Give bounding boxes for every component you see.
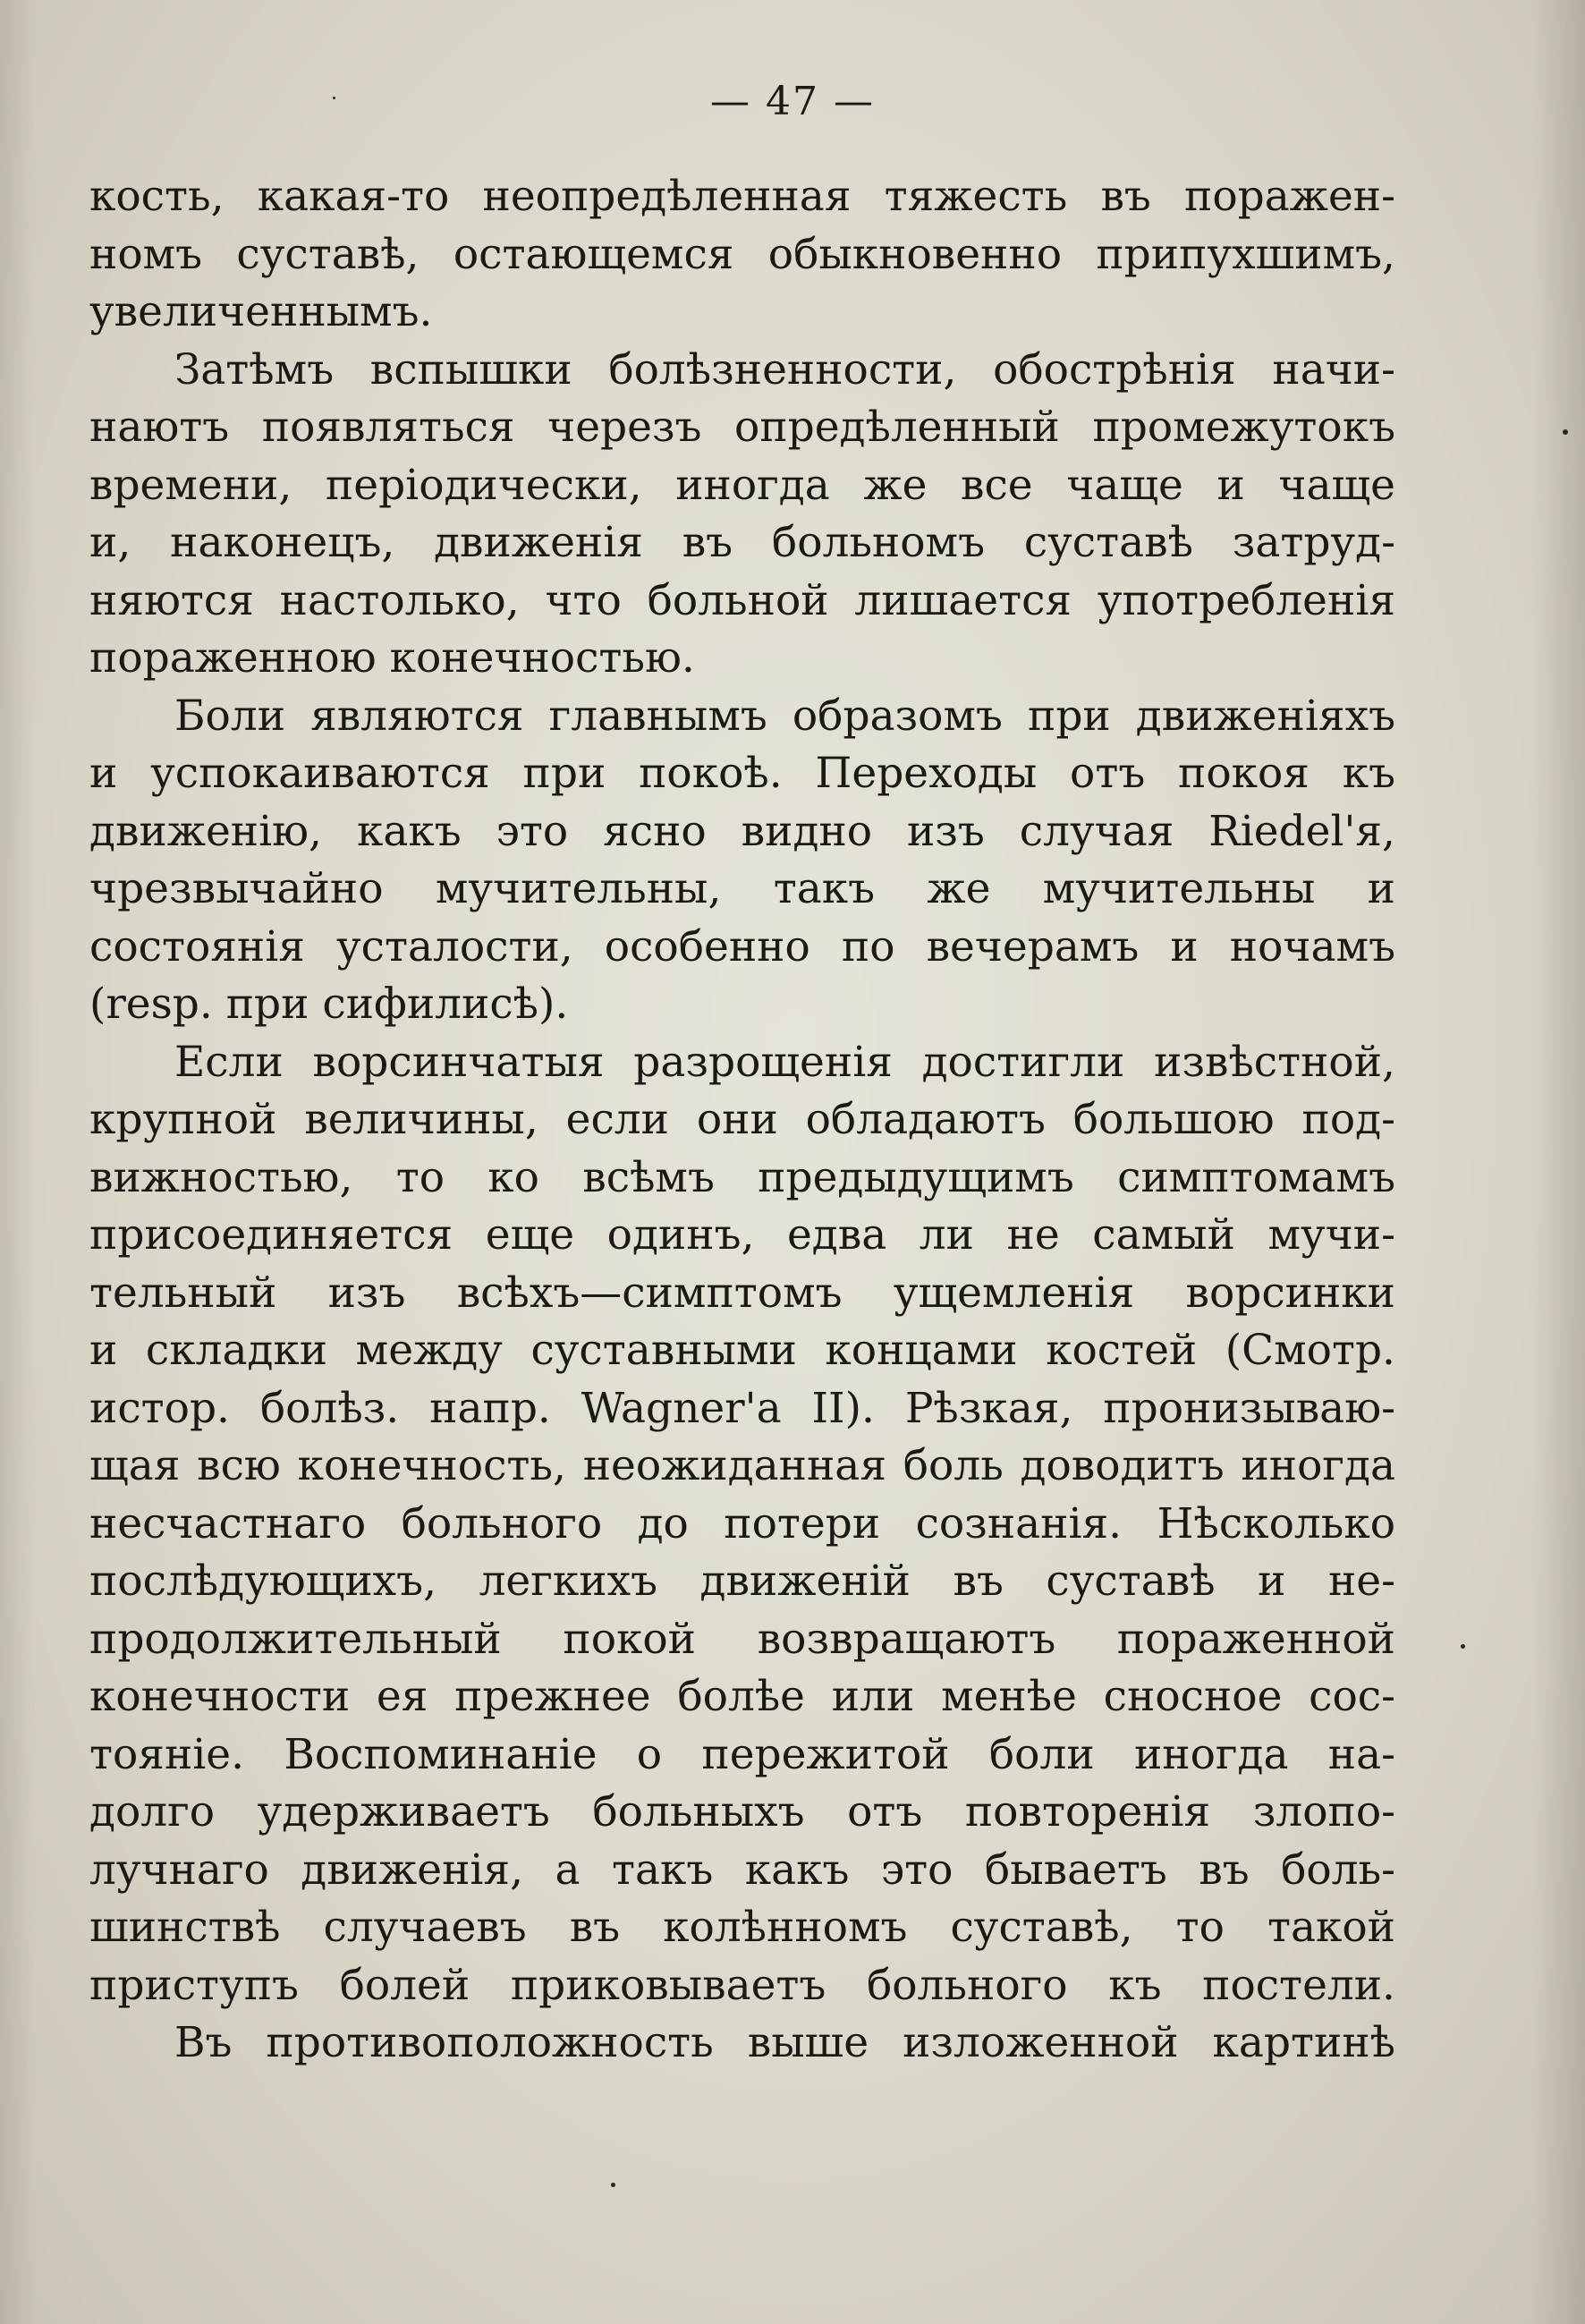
text-line: (resp. при сифилисѣ). bbox=[89, 980, 569, 1029]
text-line: состоянія усталости, особенно по вечерамъ и ночамъ bbox=[89, 921, 1395, 971]
text-line: несчастнаго больного до потери сознанія. Нѣсколько bbox=[89, 1498, 1395, 1548]
text-line: послѣдующихъ, легкихъ движеній въ суставѣ и не- bbox=[89, 1556, 1395, 1606]
paragraph-4 bbox=[89, 1034, 1395, 2015]
text-line: крупной величины, если они обладаютъ большою под- bbox=[89, 1095, 1395, 1144]
print-speck bbox=[1563, 429, 1568, 435]
text-line: пораженною конечностью. bbox=[89, 633, 695, 683]
paragraph-3 bbox=[89, 688, 1395, 1034]
text-line: Если ворсинчатыя разрощенія достигли извѣстной, bbox=[174, 1037, 1395, 1087]
text-line: и складки между суставными концами костей (Смотр. bbox=[89, 1326, 1395, 1375]
text-line: Въ противоположность выше изложенной картинѣ bbox=[174, 2018, 1395, 2067]
text-line: тельный изъ всѣхъ—симптомъ ущемленія ворсинки bbox=[89, 1268, 1395, 1318]
page-number: — 47 — bbox=[710, 79, 875, 124]
page-shadow-left bbox=[0, 0, 36, 2324]
text-line: и успокаиваются при покоѣ. Переходы отъ покоя къ bbox=[89, 749, 1395, 798]
text-line: долго удерживаетъ больныхъ отъ повторенія злопо- bbox=[89, 1787, 1395, 1836]
text-line: присоединяется еще одинъ, едва ли не самый мучи- bbox=[89, 1210, 1395, 1260]
text-line: и, наконецъ, движенія въ больномъ суставѣ затруд- bbox=[89, 518, 1395, 567]
text-line: Боли являются главнымъ образомъ при движеніяхъ bbox=[174, 691, 1395, 741]
paragraph-1 bbox=[89, 168, 1395, 342]
page-shadow-right bbox=[1531, 0, 1585, 2324]
text-line: увеличеннымъ. bbox=[89, 287, 433, 336]
text-line: истор. болѣз. напр. Wagner'а II). Рѣзкая, пронизываю- bbox=[89, 1383, 1395, 1433]
text-line: движенію, какъ это ясно видно изъ случая Riedel'я, bbox=[89, 806, 1395, 856]
text-line: щая всю конечность, неожиданная боль доводитъ иногда bbox=[89, 1441, 1395, 1490]
text-line: вижностью, то ко всѣмъ предыдущимъ симптомамъ bbox=[89, 1152, 1395, 1202]
paragraph-5 bbox=[89, 2014, 1395, 2073]
text-line: конечности ея прежнее болѣе или менѣе сносное сос- bbox=[89, 1672, 1395, 1721]
text-line: лучнаго движенія, а такъ какъ это бываетъ въ боль- bbox=[89, 1845, 1395, 1895]
print-speck bbox=[1461, 1644, 1465, 1649]
text-line: Затѣмъ вспышки болѣзненности, обострѣнія начи- bbox=[174, 344, 1395, 394]
text-line: наютъ появляться черезъ опредѣленный промежутокъ bbox=[89, 403, 1395, 452]
text-line: кость, какая-то неопредѣленная тяжесть въ поражен- bbox=[89, 172, 1395, 221]
print-speck bbox=[611, 2183, 615, 2187]
text-line: няются настолько, что больной лишается употребленія bbox=[89, 575, 1395, 625]
text-line: продолжительный покой возвращаютъ пораженной bbox=[89, 1614, 1395, 1664]
text-line: приступъ болей приковываетъ больного къ постели. bbox=[89, 1960, 1395, 2010]
text-line: чрезвычайно мучительны, такъ же мучительны и bbox=[89, 864, 1395, 913]
text-line: шинствѣ случаевъ въ колѣнномъ суставѣ, то такой bbox=[89, 1903, 1395, 1952]
text-line: тояніе. Воспоминаніе о пережитой боли иногда на- bbox=[89, 1729, 1395, 1779]
print-speck bbox=[333, 97, 335, 99]
text-line: номъ суставѣ, остающемся обыкновенно припухшимъ, bbox=[89, 229, 1395, 279]
paragraph-2 bbox=[89, 342, 1395, 688]
text-line: времени, періодически, иногда же все чаще и чаще bbox=[89, 460, 1395, 510]
body-text bbox=[89, 168, 1395, 2073]
